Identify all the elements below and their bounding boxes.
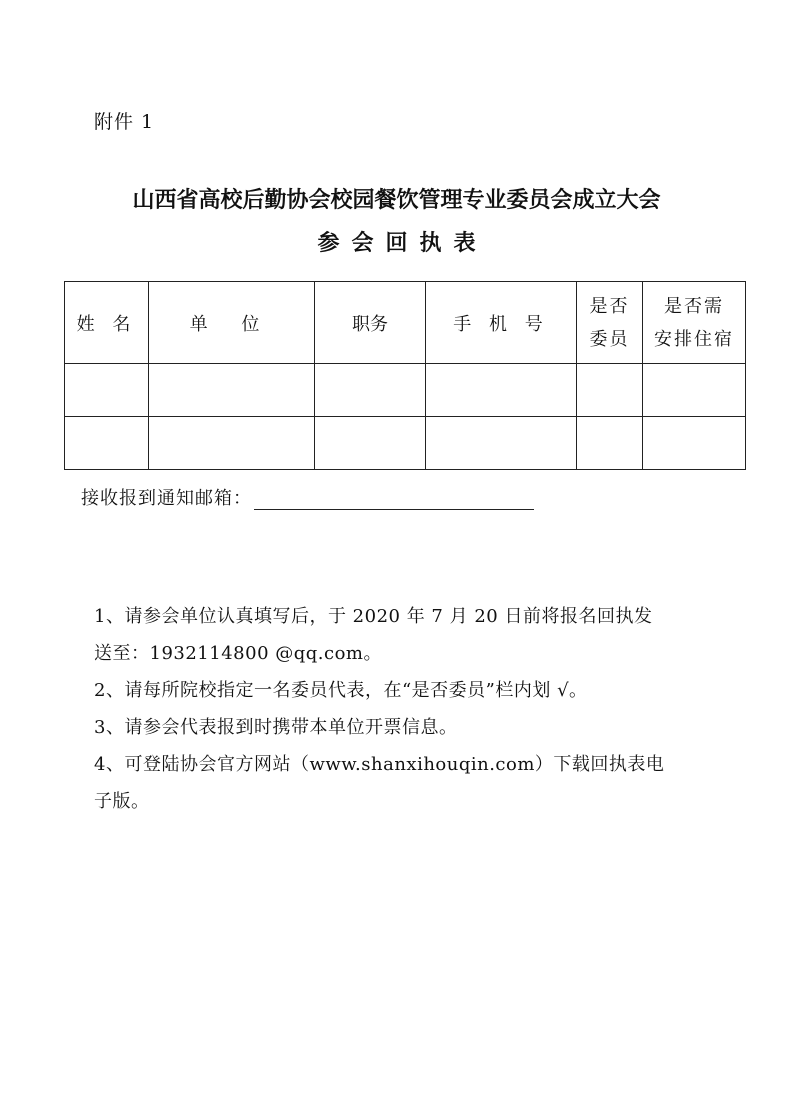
table-row bbox=[65, 364, 746, 417]
attachment-label: 附件 1 bbox=[94, 111, 155, 133]
header-unit: 单 位 bbox=[149, 282, 315, 364]
cell-unit[interactable] bbox=[149, 417, 315, 470]
cell-unit[interactable] bbox=[149, 364, 315, 417]
note-line: 2、请每所院校指定一名委员代表，在“是否委员”栏内划 √。 bbox=[94, 680, 588, 701]
document-subtitle: 参会回执表 bbox=[317, 231, 488, 256]
header-name: 姓 名 bbox=[65, 282, 149, 364]
note-line: 送至：1932114800 @qq.com。 bbox=[94, 643, 382, 664]
cell-lodging[interactable] bbox=[643, 364, 746, 417]
header-lodging bbox=[643, 282, 746, 364]
header-lodging-line2: 安排住宿 bbox=[654, 328, 734, 350]
cell-name[interactable] bbox=[65, 417, 149, 470]
table-header-row bbox=[65, 282, 746, 364]
document-title: 山西省高校后勤协会校园餐饮管理专业委员会成立大会 bbox=[132, 188, 661, 213]
header-member-line2: 委员 bbox=[589, 328, 630, 350]
table-row bbox=[65, 417, 746, 470]
email-line bbox=[81, 484, 534, 510]
header-position: 职务 bbox=[315, 282, 426, 364]
cell-phone[interactable] bbox=[426, 364, 577, 417]
header-member bbox=[577, 282, 643, 364]
header-lodging-line1: 是否需 bbox=[664, 295, 724, 317]
cell-name[interactable] bbox=[65, 364, 149, 417]
notes-section bbox=[94, 598, 714, 820]
cell-position[interactable] bbox=[315, 417, 426, 470]
note-line: 4、可登陆协会官方网站（www.shanxihouqin.com）下载回执表电 bbox=[94, 754, 665, 775]
note-line: 1、请参会单位认真填写后，于 2020 年 7 月 20 日前将报名回执发 bbox=[94, 606, 653, 627]
email-blank-field[interactable] bbox=[254, 489, 534, 510]
cell-member[interactable] bbox=[577, 364, 643, 417]
email-label: 接收报到通知邮箱： bbox=[81, 488, 252, 509]
note-line: 子版。 bbox=[94, 791, 150, 812]
registration-table bbox=[64, 281, 746, 470]
header-phone: 手 机 号 bbox=[426, 282, 577, 364]
cell-phone[interactable] bbox=[426, 417, 577, 470]
note-line: 3、请参会代表报到时携带本单位开票信息。 bbox=[94, 717, 458, 738]
cell-position[interactable] bbox=[315, 364, 426, 417]
cell-member[interactable] bbox=[577, 417, 643, 470]
header-member-line1: 是否 bbox=[589, 295, 630, 317]
cell-lodging[interactable] bbox=[643, 417, 746, 470]
